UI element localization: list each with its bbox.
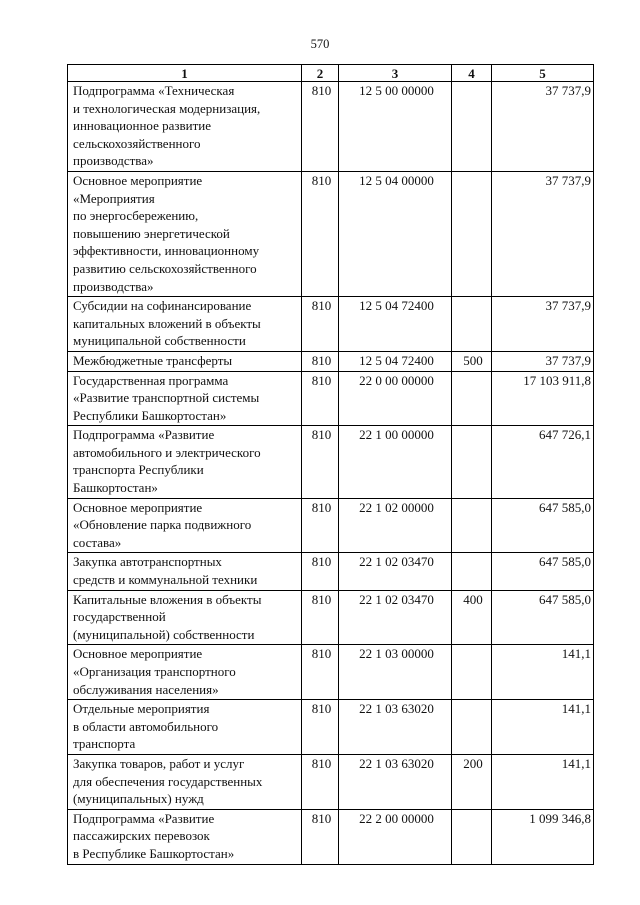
row-name-line: Закупка автотранспортных xyxy=(73,554,222,570)
header-col-4: 4 xyxy=(452,65,492,82)
row-expense-type xyxy=(452,498,492,553)
row-amount: 647 726,1 xyxy=(492,426,594,498)
row-name xyxy=(68,645,302,700)
row-name-line: Закупка товаров, работ и услуг xyxy=(73,755,245,771)
row-target-article: 22 1 03 00000 xyxy=(339,645,452,700)
row-expense-type: 400 xyxy=(452,590,492,645)
row-expense-type xyxy=(452,809,492,864)
header-col-1: 1 xyxy=(68,65,302,82)
row-name xyxy=(68,700,302,755)
table-row xyxy=(68,553,594,590)
row-target-article: 12 5 04 72400 xyxy=(339,297,452,352)
row-expense-type xyxy=(452,82,492,172)
row-name-line: Подпрограмма «Развитие xyxy=(73,427,215,443)
row-name-line: Отдельные мероприятия xyxy=(73,701,210,717)
table-row xyxy=(68,700,594,755)
table-row xyxy=(68,809,594,864)
row-ministry-code: 810 xyxy=(302,498,339,553)
row-target-article: 22 2 00 00000 xyxy=(339,809,452,864)
row-expense-type xyxy=(452,553,492,590)
table-row xyxy=(68,498,594,553)
row-name-line: Субсидии на софинансирование xyxy=(73,298,252,314)
row-name xyxy=(68,297,302,352)
table-row xyxy=(68,754,594,809)
row-amount: 37 737,9 xyxy=(492,82,594,172)
row-amount: 647 585,0 xyxy=(492,498,594,553)
row-name xyxy=(68,351,302,371)
header-col-2: 2 xyxy=(302,65,339,82)
row-amount: 1 099 346,8 xyxy=(492,809,594,864)
row-amount: 647 585,0 xyxy=(492,553,594,590)
table-row xyxy=(68,82,594,172)
row-name-line: для обеспечения государственных xyxy=(73,773,263,789)
row-target-article: 22 1 00 00000 xyxy=(339,426,452,498)
row-name-line: Башкортостан» xyxy=(73,480,158,496)
row-name-line: транспорта xyxy=(73,736,136,752)
row-name-line: Капитальные вложения в объекты xyxy=(73,591,262,607)
row-name-line: эффективности, инновационному xyxy=(73,243,260,259)
row-amount: 647 585,0 xyxy=(492,590,594,645)
row-expense-type xyxy=(452,700,492,755)
header-col-5: 5 xyxy=(492,65,594,82)
row-name-line: производства» xyxy=(73,278,154,294)
row-name-line: капитальных вложений в объекты xyxy=(73,315,261,331)
row-name xyxy=(68,171,302,296)
row-name-line: развитию сельскохозяйственного xyxy=(73,260,257,276)
row-target-article: 22 1 02 03470 xyxy=(339,553,452,590)
row-name-line: и технологическая модернизация, xyxy=(73,100,261,116)
row-ministry-code: 810 xyxy=(302,645,339,700)
row-target-article: 22 1 02 03470 xyxy=(339,590,452,645)
row-expense-type xyxy=(452,171,492,296)
row-ministry-code: 810 xyxy=(302,171,339,296)
table-row xyxy=(68,371,594,426)
row-ministry-code: 810 xyxy=(302,809,339,864)
row-name xyxy=(68,590,302,645)
table-header xyxy=(68,65,594,82)
row-name-line: производства» xyxy=(73,153,154,169)
table-row xyxy=(68,590,594,645)
row-name-line: Республики Башкортостан» xyxy=(73,407,227,423)
row-name-line: состава» xyxy=(73,534,122,550)
row-name-line: Основное мероприятие xyxy=(73,646,203,662)
table-row xyxy=(68,351,594,371)
row-target-article: 12 5 04 00000 xyxy=(339,171,452,296)
row-ministry-code: 810 xyxy=(302,297,339,352)
row-name xyxy=(68,498,302,553)
row-amount: 141,1 xyxy=(492,645,594,700)
table-row xyxy=(68,171,594,296)
table-row xyxy=(68,426,594,498)
row-name-line: Подпрограмма «Развитие xyxy=(73,810,215,826)
row-ministry-code: 810 xyxy=(302,700,339,755)
row-name-line: (муниципальных) нужд xyxy=(73,791,204,807)
row-name xyxy=(68,809,302,864)
row-name xyxy=(68,82,302,172)
row-target-article: 12 5 00 00000 xyxy=(339,82,452,172)
header-row xyxy=(68,65,594,82)
budget-table xyxy=(67,64,594,865)
row-expense-type xyxy=(452,371,492,426)
row-ministry-code: 810 xyxy=(302,754,339,809)
row-amount: 37 737,9 xyxy=(492,297,594,352)
row-expense-type xyxy=(452,426,492,498)
row-name-line: инновационное развитие xyxy=(73,118,212,134)
row-name-line: пассажирских перевозок xyxy=(73,828,210,844)
row-ministry-code: 810 xyxy=(302,553,339,590)
table-body xyxy=(68,82,594,865)
row-name-line: повышению энергетической xyxy=(73,225,230,241)
row-name-line: по энергосбережению, xyxy=(73,208,199,224)
row-name xyxy=(68,754,302,809)
row-name-line: Подпрограмма «Техническая xyxy=(73,83,235,98)
row-name xyxy=(68,426,302,498)
row-name-line: сельскохозяйственного xyxy=(73,135,201,151)
page-number: 570 xyxy=(310,37,330,51)
row-name-line: автомобильного и электрического xyxy=(73,444,261,460)
row-name xyxy=(68,553,302,590)
row-name-line: Основное мероприятие xyxy=(73,499,203,515)
row-ministry-code: 810 xyxy=(302,371,339,426)
row-name-line: муниципальной собственности xyxy=(73,333,246,349)
row-ministry-code: 810 xyxy=(302,82,339,172)
row-expense-type: 500 xyxy=(452,351,492,371)
row-name-line: в Республике Башкортостан» xyxy=(73,845,235,861)
row-name-line: Межбюджетные трансферты xyxy=(73,352,233,368)
header-col-3: 3 xyxy=(339,65,452,82)
row-amount: 141,1 xyxy=(492,700,594,755)
row-name-line: «Организация транспортного xyxy=(73,664,236,679)
row-target-article: 22 1 02 00000 xyxy=(339,498,452,553)
row-name-line: Основное мероприятие xyxy=(73,172,203,188)
row-ministry-code: 810 xyxy=(302,351,339,371)
row-name xyxy=(68,371,302,426)
row-amount: 37 737,9 xyxy=(492,351,594,371)
row-expense-type xyxy=(452,645,492,700)
row-amount: 37 737,9 xyxy=(492,171,594,296)
row-target-article: 12 5 04 72400 xyxy=(339,351,452,371)
row-name-line: в области автомобильного xyxy=(73,718,219,734)
row-target-article: 22 1 03 63020 xyxy=(339,700,452,755)
row-amount: 17 103 911,8 xyxy=(492,371,594,426)
row-name-line: «Развитие транспортной системы xyxy=(73,390,260,406)
row-name-line: транспорта Республики xyxy=(73,462,204,478)
row-target-article: 22 0 00 00000 xyxy=(339,371,452,426)
row-target-article: 22 1 03 63020 xyxy=(339,754,452,809)
row-ministry-code: 810 xyxy=(302,426,339,498)
row-ministry-code: 810 xyxy=(302,590,339,645)
row-amount: 141,1 xyxy=(492,754,594,809)
row-name-line: средств и коммунальной техники xyxy=(73,572,258,588)
row-name-line: «Обновление парка подвижного xyxy=(73,517,252,533)
row-expense-type: 200 xyxy=(452,754,492,809)
row-name-line: (муниципальной) собственности xyxy=(73,626,255,642)
row-name-line: обслуживания населения» xyxy=(73,681,219,697)
row-name-line: государственной xyxy=(73,609,166,625)
row-name-line: «Мероприятия xyxy=(73,190,155,206)
row-expense-type xyxy=(452,297,492,352)
row-name-line: Государственная программа xyxy=(73,372,229,388)
table-row xyxy=(68,297,594,352)
table-row xyxy=(68,645,594,700)
